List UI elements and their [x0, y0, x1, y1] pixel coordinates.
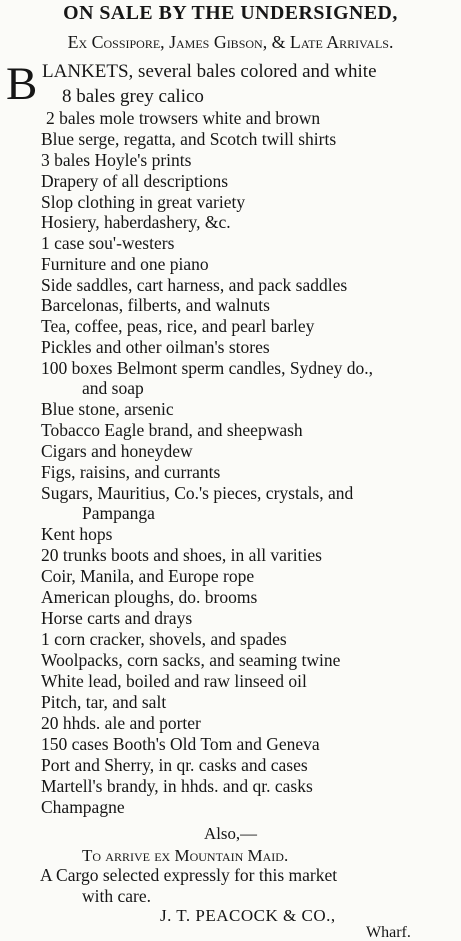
list-item: 1 corn cracker, shovels, and spades [41, 629, 287, 649]
list-item: 3 bales Hoyle's prints [41, 150, 192, 170]
list-item: Coir, Manila, and Europe rope [41, 566, 255, 586]
list-item: 20 trunks boots and shoes, in all varities [41, 545, 322, 565]
arrival-notice: To arrive ex Mountain Maid. [82, 846, 289, 865]
list-item: Woolpacks, corn sacks, and seaming twine [41, 650, 341, 670]
list-item: Side saddles, cart harness, and pack saddles [41, 275, 348, 295]
list-item: 100 boxes Belmont sperm candles, Sydney do., [41, 358, 373, 378]
list-item: Tea, coffee, peas, rice, and pearl barley [41, 316, 315, 336]
list-item: Champagne [41, 797, 125, 817]
list-item: Sugars, Mauritius, Co.'s pieces, crystals, and [41, 483, 354, 503]
drop-cap: B [6, 58, 38, 110]
list-item: White lead, boiled and raw linseed oil [41, 671, 307, 691]
list-item: Cigars and honeydew [41, 441, 193, 461]
list-item: Barcelonas, filberts, and walnuts [41, 295, 270, 315]
firm-name: J. T. PEACOCK & CO., [160, 906, 336, 925]
ad-heading: ON SALE BY THE UNDERSIGNED, [63, 2, 398, 24]
list-item: Blue serge, regatta, and Scotch twill shirts [41, 129, 337, 149]
list-item: and soap [82, 378, 144, 398]
list-item: Figs, raisins, and currants [41, 462, 221, 482]
list-item: Drapery of all descriptions [41, 171, 229, 191]
list-item: 150 cases Booth's Old Tom and Geneva [41, 734, 320, 754]
list-item: Slop clothing in great variety [41, 192, 246, 212]
also-line: Also,— [204, 824, 257, 843]
list-item: Port and Sherry, in qr. casks and cases [41, 755, 308, 775]
list-item: American ploughs, do. brooms [41, 587, 258, 607]
list-item: Blue stone, arsenic [41, 399, 174, 419]
list-item: 2 bales mole trowsers white and brown [46, 108, 321, 128]
firm-location: Wharf. [366, 924, 411, 941]
lead-line: LANKETS, several bales colored and white [42, 61, 377, 82]
list-item: Pampanga [82, 503, 155, 523]
list-item: Furniture and one piano [41, 254, 209, 274]
list-item: Horse carts and drays [41, 608, 193, 628]
list-item: Pickles and other oilman's stores [41, 337, 270, 357]
list-item: Tobacco Eagle brand, and sheepwash [41, 420, 303, 440]
list-item: Kent hops [41, 524, 113, 544]
ad-subheading: Ex Cossipore, James Gibson, & Late Arrivals. [67, 32, 394, 52]
list-item: 20 hhds. ale and porter [41, 713, 201, 733]
cargo-line: A Cargo selected expressly for this market [40, 865, 338, 885]
list-item: Hosiery, haberdashery, &c. [41, 212, 231, 232]
list-item: 1 case sou'-westers [41, 233, 175, 253]
cargo-line: with care. [82, 886, 151, 906]
list-item: Pitch, tar, and salt [41, 692, 167, 712]
lead-line: 8 bales grey calico [62, 86, 204, 107]
list-item: Martell's brandy, in hhds. and qr. casks [41, 776, 313, 796]
